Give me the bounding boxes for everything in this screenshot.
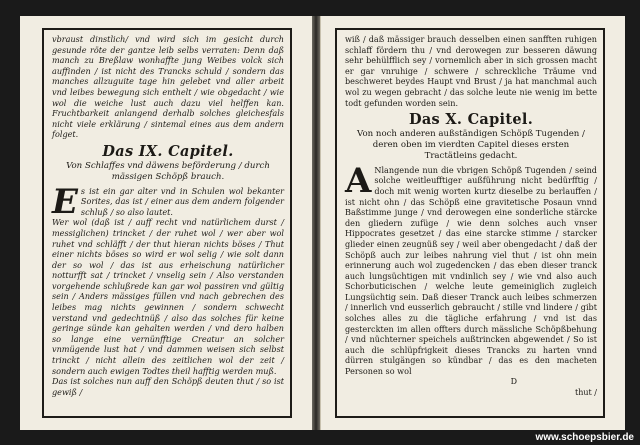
catchword: thut /	[575, 388, 597, 398]
left-top-paragraph: vbraust dinstlich/ vnd wird sich im gesicht durch gesunde röte der gantze leib selbs verraten: Denn daß manch zu Breßlaw wonhaffte jung Weibes volck sich auffinden / ist nicht des Trancks schuld / sondern das manches allzuguite tage hin gelebet vnd aller arbeit vnd leibes bewegung sich enthelt / wie obgedacht / wie wol die weiche lust auch dazu viel helffen kan. Fruchtbarkeit anlangend derhalb solches gleichesfals nicht viele erklärung / sintemal eines aus dem andern folget.	[52, 34, 284, 140]
right-lead-text: Nlangende nun die vbrigen Schöpß Tugenden / seind solche weitleufftiger außführung nicht bedürfftig / doch mit wenig worten kurtz dieselbe zu berlauffen / ist nicht ohn / das Schöpß eine gravitetische Posaun vnnd Baßstimme junge / vnd derowegen eine sonderliche stärcke den gliedern zufüge / wie denn solches auch vnser Hippocrates gesetzet / das eine starcke stimme / starcker glieder einen zeugnüß sey / weil aber obengedacht / daß der Schöpß auch zur leibes nahrung viel thut / ist ohn mein erinnerung auch wol zugedencken / das eben dieser tranck auch lungsüchtigen mit vndinlich sey / wie vnd also auch Schorbuticischen / welche leute gemeiniglich zugleich Lungsüchtig sein. Daß dieser Tranck auch leibes schmerzen / innerlich vnd eusserlich gebraucht / stille vnd lindere / gibt solches alles zu die tägliche erfahrung / vnd ist das gesterckten im allen offters durch mässliche Schöpßbehung / vnd nüchterner speichels außtrincken abgewendet / So ist auch die schlüpfrigkeit dieses Trancks zu harten vnnd dürren stulgängen so kündbar / das es den macheten Personen so wol	[345, 164, 597, 377]
book-gutter	[312, 16, 320, 430]
right-lead-paragraph	[345, 160, 597, 377]
chapter-heading-x: Das X. Capitel.	[408, 111, 534, 129]
left-body-paragraph: Wer wol (daß ist / auff recht vnd natürlichem durst / messiglichen) trincket / der ruhet wol / wer aber wol ruhet vnd schläfft / der thut hieran nichts böses / Thut einer nichts böses so wird er wol selig / wie solt dann der so wol / das ist aus erheischung natürlicher notturfft sat / trincket / vnselig sein / Also verstanden vorgehende schlußrede kan gar wol passiren vnd gültig sein / Anders mässiges füllen vnd nach gebrechen des leibes mag nichts gewinnen / sondern schwecht verstand vnd gedechtnüß / also das solches für keine geringe sünde kan gehalten werden / vnd dero halben so lange eine vernünfftige Creatur an solcher vnmügende lust hat / vnd dammen weisen sich selbst trinckt / nicht allein des zeitlichen wol der zeit / sondern auch ewigen Todtes theil hafftig werden muß.	[52, 217, 284, 376]
right-page-frame	[335, 28, 605, 418]
signature-mark: D	[510, 376, 517, 386]
right-top-paragraph: wiß / daß mässiger brauch desselben einen sanfften ruhigen schlaff fördern thu / vnd derowegen zur besseren däwung sehr behülfflich sey / vornemlich aber in sich grossen macht er gar vnruhige / schwere / schreckliche Träume vnd beschweret beydes Haupt vnd Brust / ja hat manchmal auch wol zu wegen gebracht / das solche leute nie wenig im bette todt gefunden worden sein.	[345, 34, 597, 108]
left-lead-text: s ist ein gar alter vnd in Schulen wol bekanter Sorites, das ist / einer aus dem andern folgender schluß / so also lautet.	[80, 185, 284, 217]
left-page-text	[52, 34, 284, 414]
left-last-line: Das ist solches nun auff den Schöpß deuten thut / so ist gewiß /	[52, 376, 284, 397]
drop-cap-e: E	[52, 181, 78, 222]
right-page	[320, 16, 625, 430]
right-page-text	[345, 34, 597, 414]
drop-cap-a: A	[345, 160, 372, 201]
watermark-url: www.schoepsbier.de	[535, 432, 634, 443]
chapter-subtitle-ix: Von Schlaffes vnd däwens beförderung / durch mässigen Schöpß brauch.	[66, 160, 270, 182]
left-lead-paragraph	[52, 181, 284, 222]
book-spread	[20, 16, 624, 430]
chapter-subtitle-x: Von noch anderen außständigen Schöpß Tugenden / deren oben im vierdten Capitel dieses ersten Tractätleins gedacht.	[357, 128, 585, 161]
left-page	[20, 16, 313, 430]
chapter-heading-ix: Das IX. Capitel.	[102, 142, 234, 160]
left-page-frame	[42, 28, 292, 418]
